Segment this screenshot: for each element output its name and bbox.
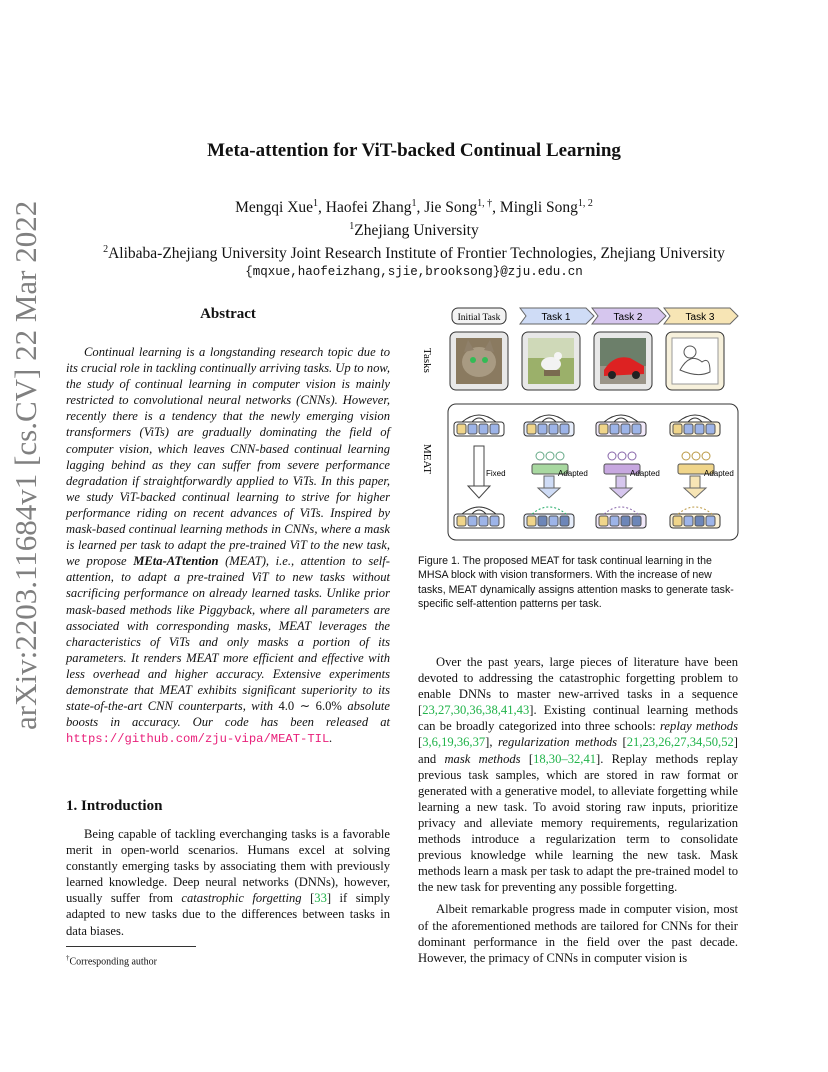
svg-text:Adapted: Adapted	[558, 469, 588, 478]
right-column-body: Over the past years, large pieces of literature have been devoted to addressing the catastrophic forgetting problem to enable DNNs to master new-arrived tasks in a sequence [23,27,30,36,38,41,43]. Existing continual learning methods can be broadly categorized into three schools: replay methods [3,6,19,36,37], regularization methods [21,23,26,27,34,50,52] and mask methods [18,30–32,41]. Replay methods replay previous task samples, which are stored in raw format or generated with a generative model, to alleviate forgetting while learning a new task. To avoid storing raw inputs, prioritize privacy and alleviate memory requirements, regularization methods introduce a regularization term to consolidate previous knowledge while learning the new task. Mask methods learn a mask per task to adapt the pre-trained model to the new task for preventing any possible forgetting. Albeit remarkable progress made in computer vision, most of the aforementioned methods are tailored for CNNs for their dominant performance in the field over the past decade. However, the primacy of CNNs in computer vision is	[418, 655, 738, 965]
author-names: Mengqi Xue$^1$, Haofei Zhang$^1$, Jie Song$^{1, \dagger}$, Mingli Song$^{1, 2}$	[235, 198, 593, 217]
svg-text:Task 1: Task 1	[541, 312, 571, 323]
intro-heading: 1. Introduction	[66, 798, 163, 814]
abstract-heading: Abstract	[200, 306, 256, 322]
arrow-fixed	[468, 446, 506, 498]
svg-text:Fixed: Fixed	[486, 469, 506, 478]
svg-text:Adapted: Adapted	[630, 469, 660, 478]
citation-link[interactable]: 18,30–32,41	[533, 751, 597, 766]
affiliation-2: $^2$Alibaba-Zhejiang University Joint Research Institute of Frontier Technologies, Zhejiang University	[103, 244, 725, 263]
intro-body: Being capable of tackling everchanging tasks is a favorable merit in open-world scenarios. Humans excel at solving constantly emerging tasks by associating them with previously learned knowledge. Deep neural networks (DNNs), however, usually suffer from catastrophic forgetting [33] if simply adapted to new tasks due to the differences between tasks in data biases.	[66, 827, 391, 938]
author-emails: {mqxue,haofeizhang,sjie,brooksong}@zju.edu.cn	[245, 265, 583, 280]
task-image-car	[594, 332, 652, 390]
footnote-rule	[66, 946, 196, 947]
task-tab-3	[664, 308, 738, 324]
token-row-bottom	[454, 507, 720, 528]
code-link[interactable]: https://github.com/zju-vipa/MEAT-TIL	[66, 732, 330, 747]
figure-caption: Figure 1. The proposed MEAT for task continual learning in the MHSA block with vision transformers. With the increase of new tasks, MEAT dynamically assigns attention masks to generate task-specific self-attention patterns per task.	[418, 555, 734, 610]
task-tab-initial	[452, 308, 506, 324]
affiliation-1: $^1$Zhejiang University	[349, 221, 479, 240]
meat-label: MEAT	[421, 444, 433, 474]
figure-diagram	[418, 300, 740, 542]
author-block	[0, 194, 828, 282]
tasks-label: Tasks	[421, 348, 433, 373]
svg-text:Task 3: Task 3	[685, 312, 715, 323]
task-tab-1	[520, 308, 594, 324]
abstract-body: Continual learning is a longstanding research topic due to its crucial role in tackling continually arriving tasks. Up to now, the study of continual learning in computer vision is mainly restricted to convolutional neural networks (CNNs). However, recently there is a tendency that the newly emerging vision transformers (ViTs) are gradually dominating the field of computer vision, which leaves CNN-based continual learning lagging behind as they can suffer from severe performance degradation if straightforwardly applied to ViTs. In this paper, we study ViT-backed continual learning to strive for higher performance riding on recent advances of ViTs. Inspired by mask-based continual learning methods in CNNs, where a mask is learned per task to adapt the pre-trained ViT to the new task, we propose MEta-ATtention (MEAT), i.e., attention to self-attention, to adapt a pre-trained ViT to new tasks without sacrificing performance on already learned tasks. Unlike prior mask-based methods like Piggyback, where all parameters are associated with corresponding masks, MEAT leverages the characteristics of ViTs and only masks a portion of its parameters. It renders MEAT more efficient and effective with less overhead and higher accuracy. Extensive experiments demonstrate that MEAT exhibits significant superiority to its state-of-the-art CNN counterparts, with 4.0 ∼ 6.0% absolute boosts in accuracy. Our code has been released at https://github.com/zju-vipa/MEAT-TIL.	[66, 345, 391, 747]
task-image-cat	[450, 332, 508, 390]
citation-link[interactable]: 3,6,19,36,37	[422, 735, 486, 750]
footnote: †Corresponding author	[66, 954, 157, 968]
figure-1	[418, 300, 740, 542]
svg-text:Initial Task: Initial Task	[457, 313, 501, 323]
citation-link[interactable]: 21,23,26,27,34,50,52	[626, 735, 734, 750]
task-image-bird	[522, 332, 580, 390]
task-tab-2	[592, 308, 666, 324]
paper-title: Meta-attention for ViT-backed Continual Learning	[207, 140, 621, 161]
svg-text:Task 2: Task 2	[613, 312, 643, 323]
arxiv-stamp: arXiv:2203.11684v1 [cs.CV] 22 Mar 2022	[8, 200, 43, 730]
citation-link[interactable]: 33	[314, 891, 327, 906]
svg-text:Adapted: Adapted	[704, 469, 734, 478]
token-row-top	[454, 415, 720, 436]
task-image-sketch	[666, 332, 724, 390]
citation-link[interactable]: 23,27,30,36,38,41,43	[422, 703, 530, 718]
